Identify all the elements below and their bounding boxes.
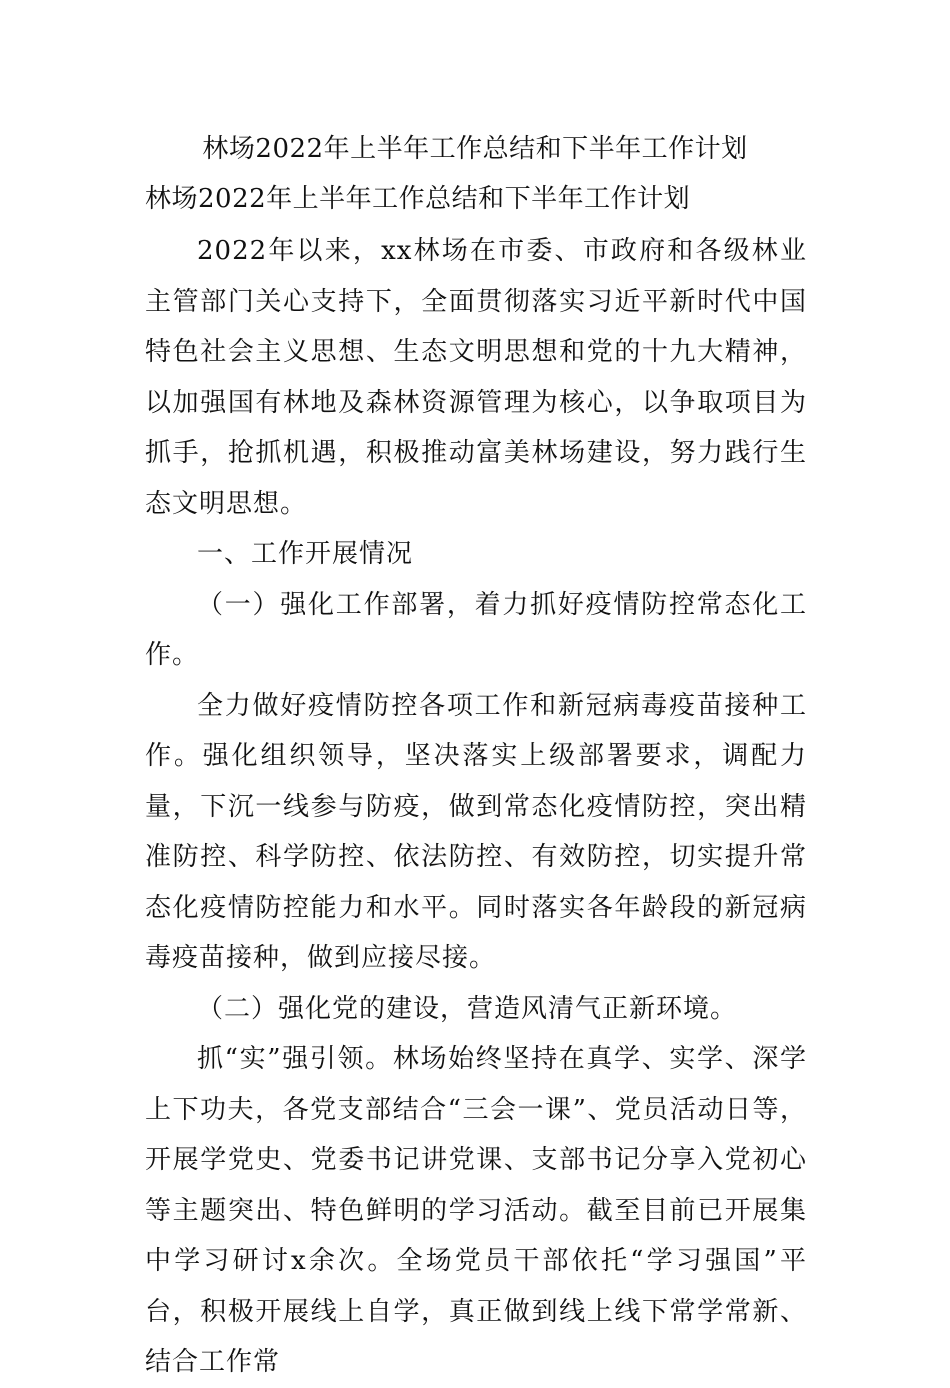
document-body — [145, 226, 807, 1388]
document-title: 林场2022年上半年工作总结和下半年工作计划 — [202, 134, 748, 164]
section-heading-1: 一、工作开展情况 — [197, 539, 414, 569]
paragraph-epidemic: 全力做好疫情防控各项工作和新冠病毒疫苗接种工作。强化组织领导，坚决落实上级部署要求，调配力量，下沉一线参与防疫，做到常态化疫情防控，突出精准防控、科学防控、依法防控、有效防控，切实提升常态化疫情防控能力和水平。同时落实各年龄段的新冠病毒疫苗接种，做到应接尽接。 — [145, 690, 807, 973]
intro-paragraph: 2022年以来，xx林场在市委、市政府和各级林业主管部门关心支持下，全面贯彻落实习近平新时代中国特色社会主义思想、生态文明思想和党的十九大精神，以加强国有林地及森林资源管理为核心，以争取项目为抓手，抢抓机遇，积极推动富美林场建设，努力践行生态文明思想。 — [145, 236, 807, 519]
subsection-heading-1: （一）强化工作部署，着力抓好疫情防控常态化工作。 — [145, 589, 807, 670]
subsection-heading-2: （二）强化党的建设，营造风清气正新环境。 — [197, 993, 738, 1024]
paragraph-party-building: 抓“实”强引领。林场始终坚持在真学、实学、深学上下功夫，各党支部结合“三会一课”、党员活动日等，开展学党史、党委书记讲党课、支部书记分享入党初心等主题突出、特色鲜明的学习活动。截至目前已开展集中学习研讨x余次。全场党员干部依托“学习强国”平台，积极开展线上自学，真正做到线上线下常学常新、结合工作常 — [145, 1044, 807, 1377]
document-subtitle: 林场2022年上半年工作总结和下半年工作计划 — [145, 184, 691, 214]
